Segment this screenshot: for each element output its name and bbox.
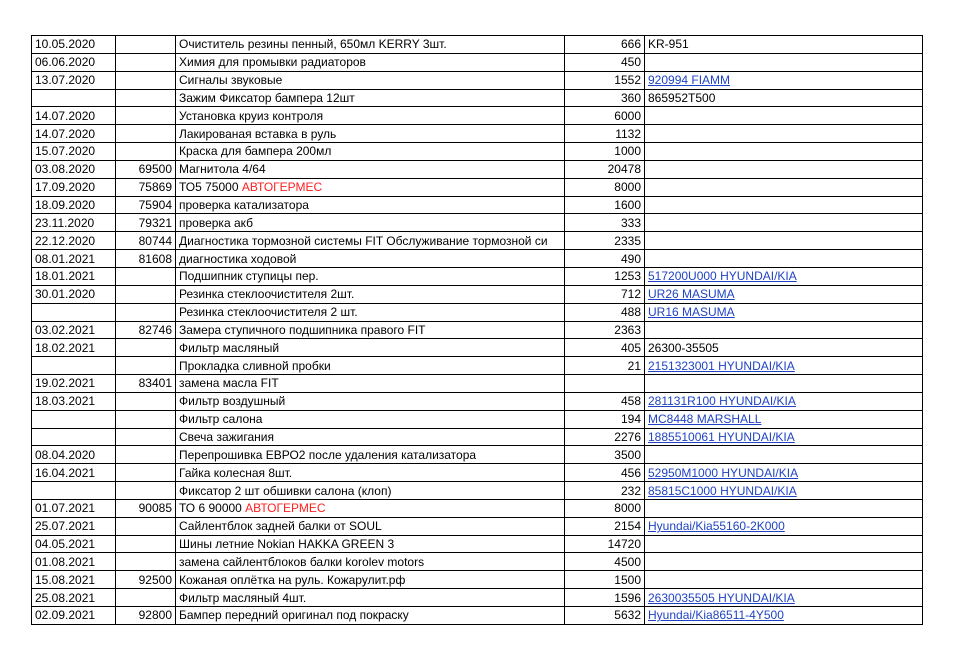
description-cell (176, 89, 565, 107)
description-cell (176, 607, 565, 625)
description-text: Резинка стеклоочистителя 2шт. (179, 287, 355, 302)
description-text: Очиститель резины пенный, 650мл KERRY 3шт. (179, 37, 447, 52)
amount-cell: 490 (565, 250, 645, 268)
description-text: Сайлентблок задней балки от SOUL (179, 519, 382, 534)
table-row (32, 36, 923, 54)
amount-cell: 333 (565, 214, 645, 232)
date-cell: 04.05.2021 (32, 535, 116, 553)
date-cell: 03.02.2021 (32, 321, 116, 339)
part-number-cell (645, 89, 923, 107)
description-cell (176, 464, 565, 482)
part-number-cell (645, 125, 923, 143)
amount-cell: 2276 (565, 428, 645, 446)
table-row (32, 482, 923, 500)
part-number-cell (645, 428, 923, 446)
description-text: Диагностика тормозной системы FIT Обслуживание тормозной си (179, 233, 548, 248)
date-cell: 18.02.2021 (32, 339, 116, 357)
description-cell (176, 71, 565, 89)
odometer-cell (116, 303, 176, 321)
part-number-cell (645, 267, 923, 285)
table-row (32, 553, 923, 571)
amount-cell: 232 (565, 482, 645, 500)
amount-cell: 450 (565, 53, 645, 71)
amount-cell: 1500 (565, 571, 645, 589)
part-number-cell (645, 196, 923, 214)
description-text: Краска для бампера 200мл (179, 144, 332, 159)
date-cell: 30.01.2020 (32, 285, 116, 303)
date-cell: 18.09.2020 (32, 196, 116, 214)
description-cell (176, 178, 565, 196)
part-number-cell (645, 285, 923, 303)
table-row (32, 392, 923, 410)
description-cell (176, 250, 565, 268)
part-number-cell (645, 178, 923, 196)
description-text: Лакированая вставка в руль (179, 126, 337, 141)
table-row (32, 89, 923, 107)
description-text: Зажим Фиксатор бампера 12шт (179, 90, 355, 105)
table-row (32, 53, 923, 71)
date-cell: 01.08.2021 (32, 553, 116, 571)
description-text: Химия для промывки радиаторов (179, 55, 366, 70)
description-cell (176, 303, 565, 321)
part-number-cell (645, 36, 923, 54)
amount-cell: 14720 (565, 535, 645, 553)
description-text: Гайка колесная 8шт. (179, 465, 293, 480)
amount-cell: 1552 (565, 71, 645, 89)
date-cell (32, 410, 116, 428)
odometer-cell: 90085 (116, 499, 176, 517)
date-cell: 22.12.2020 (32, 232, 116, 250)
part-number-cell (645, 464, 923, 482)
date-cell: 18.01.2021 (32, 267, 116, 285)
description-cell (176, 410, 565, 428)
description-cell (176, 553, 565, 571)
amount-cell: 1596 (565, 589, 645, 607)
description-cell (176, 321, 565, 339)
date-cell: 13.07.2020 (32, 71, 116, 89)
description-cell (176, 571, 565, 589)
description-text: Шины летние Nokian HAKKA GREEN 3 (179, 537, 395, 552)
description-cell (176, 392, 565, 410)
part-number-link[interactable]: 517200U000 HYUNDAI/KIA (648, 269, 797, 284)
table-row (32, 517, 923, 535)
part-number-cell (645, 71, 923, 89)
part-number-cell (645, 321, 923, 339)
part-number-cell (645, 214, 923, 232)
description-cell (176, 285, 565, 303)
date-cell (32, 428, 116, 446)
description-cell (176, 339, 565, 357)
part-number-text: KR-951 (648, 37, 689, 52)
part-number-cell (645, 339, 923, 357)
description-text: замена сайлентблоков балки korolev motors (179, 554, 425, 569)
part-number-cell (645, 392, 923, 410)
date-cell: 14.07.2020 (32, 125, 116, 143)
date-cell: 15.08.2021 (32, 571, 116, 589)
part-number-cell (645, 589, 923, 607)
description-cell (176, 357, 565, 375)
table-row (32, 143, 923, 161)
table-row (32, 607, 923, 625)
part-number-link[interactable]: 281131R100 HYUNDAI/KIA (648, 394, 796, 409)
table-row (32, 535, 923, 553)
table-row (32, 428, 923, 446)
odometer-cell (116, 464, 176, 482)
part-number-cell (645, 571, 923, 589)
part-number-cell (645, 482, 923, 500)
odometer-cell: 82746 (116, 321, 176, 339)
odometer-cell: 79321 (116, 214, 176, 232)
description-cell (176, 535, 565, 553)
table-row (32, 232, 923, 250)
date-cell: 23.11.2020 (32, 214, 116, 232)
date-cell: 01.07.2021 (32, 499, 116, 517)
expense-table (31, 35, 923, 625)
odometer-cell (116, 535, 176, 553)
description-cell (176, 53, 565, 71)
odometer-cell (116, 392, 176, 410)
description-cell (176, 232, 565, 250)
date-cell: 08.01.2021 (32, 250, 116, 268)
odometer-cell (116, 267, 176, 285)
description-cell (176, 446, 565, 464)
part-number-cell (645, 53, 923, 71)
table-row (32, 214, 923, 232)
table-row (32, 446, 923, 464)
odometer-cell: 69500 (116, 160, 176, 178)
odometer-cell: 81608 (116, 250, 176, 268)
description-cell (176, 428, 565, 446)
amount-cell: 2363 (565, 321, 645, 339)
description-text: Резинка стеклоочистителя 2 шт. (179, 305, 358, 320)
date-cell: 14.07.2020 (32, 107, 116, 125)
odometer-cell: 92800 (116, 607, 176, 625)
table-row (32, 107, 923, 125)
amount-cell: 666 (565, 36, 645, 54)
description-cell (176, 214, 565, 232)
odometer-cell: 80744 (116, 232, 176, 250)
table-row (32, 303, 923, 321)
date-cell: 16.04.2021 (32, 464, 116, 482)
description-cell (176, 482, 565, 500)
amount-cell: 488 (565, 303, 645, 321)
description-cell (176, 499, 565, 517)
odometer-cell (116, 36, 176, 54)
table-row (32, 357, 923, 375)
odometer-cell (116, 446, 176, 464)
amount-cell: 1132 (565, 125, 645, 143)
odometer-cell (116, 71, 176, 89)
table-row (32, 410, 923, 428)
description-cell (176, 267, 565, 285)
date-cell: 25.07.2021 (32, 517, 116, 535)
amount-cell: 5632 (565, 607, 645, 625)
odometer-cell: 92500 (116, 571, 176, 589)
odometer-cell (116, 107, 176, 125)
odometer-cell (116, 517, 176, 535)
odometer-cell (116, 285, 176, 303)
table-row (32, 250, 923, 268)
odometer-cell (116, 53, 176, 71)
table-row (32, 178, 923, 196)
part-number-cell (645, 375, 923, 393)
description-cell (176, 375, 565, 393)
table-row (32, 499, 923, 517)
description-text: Бампер передний оригинал под покраску (179, 608, 409, 623)
table-row (32, 196, 923, 214)
date-cell: 10.05.2020 (32, 36, 116, 54)
description-text: Фильтр салона (179, 412, 263, 427)
description-text: Перепрошивка ЕВРО2 после удаления катализатора (179, 447, 477, 462)
table-row (32, 321, 923, 339)
part-number-link[interactable]: Hyundai/Kia55160-2K000 (648, 519, 785, 534)
part-number-link[interactable]: UR16 MASUMA (648, 305, 735, 320)
part-number-cell (645, 107, 923, 125)
part-number-link[interactable]: 52950M1000 HYUNDAI/KIA (648, 465, 799, 480)
description-text: Установка круиз контроля (179, 108, 324, 123)
amount-cell: 8000 (565, 499, 645, 517)
table-row (32, 71, 923, 89)
description-cell (176, 517, 565, 535)
date-cell: 06.06.2020 (32, 53, 116, 71)
description-cell (176, 196, 565, 214)
date-cell: 25.08.2021 (32, 589, 116, 607)
part-number-link[interactable]: UR26 MASUMA (648, 287, 735, 302)
odometer-cell (116, 589, 176, 607)
description-text: Подшипник ступицы пер. (179, 269, 319, 284)
amount-cell: 360 (565, 89, 645, 107)
description-cell (176, 160, 565, 178)
description-cell (176, 125, 565, 143)
part-number-link[interactable]: 2151323001 HYUNDAI/KIA (648, 358, 795, 373)
date-cell (32, 89, 116, 107)
service-center-name: АВТОГЕРМЕС (245, 501, 326, 516)
part-number-link[interactable]: Hyundai/Kia86511-4Y500 (648, 608, 784, 623)
description-text: проверка акб (179, 215, 254, 230)
description-text: проверка катализатора (179, 198, 309, 213)
part-number-link[interactable]: 920994 FIAMM (648, 73, 731, 88)
part-number-text: 26300-35505 (648, 340, 719, 355)
odometer-cell (116, 339, 176, 357)
part-number-cell (645, 446, 923, 464)
amount-cell: 1253 (565, 267, 645, 285)
date-cell: 08.04.2020 (32, 446, 116, 464)
date-cell: 15.07.2020 (32, 143, 116, 161)
odometer-cell: 75869 (116, 178, 176, 196)
description-text: Фильтр масляный 4шт. (179, 590, 307, 605)
part-number-cell (645, 410, 923, 428)
amount-cell: 3500 (565, 446, 645, 464)
description-text: Фильтр масляный (179, 340, 280, 355)
part-number-cell (645, 553, 923, 571)
odometer-cell: 75904 (116, 196, 176, 214)
amount-cell: 712 (565, 285, 645, 303)
part-number-cell (645, 303, 923, 321)
description-text: Фильтр воздушный (179, 394, 286, 409)
description-text: Магнитола 4/64 (179, 162, 266, 177)
description-text: Кожаная оплётка на руль. Кожарулит.рф (179, 572, 406, 587)
odometer-cell (116, 553, 176, 571)
description-cell (176, 143, 565, 161)
description-text: Фиксатор 2 шт обшивки салона (клоп) (179, 483, 392, 498)
amount-cell: 20478 (565, 160, 645, 178)
description-text: Свеча зажигания (179, 429, 274, 444)
amount-cell: 1600 (565, 196, 645, 214)
description-text: диагностика ходовой (179, 251, 297, 266)
odometer-cell (116, 410, 176, 428)
date-cell (32, 482, 116, 500)
odometer-cell (116, 482, 176, 500)
part-number-link[interactable]: 2630035505 HYUNDAI/KIA (648, 590, 795, 605)
part-number-cell (645, 250, 923, 268)
date-cell: 18.03.2021 (32, 392, 116, 410)
odometer-cell (116, 89, 176, 107)
amount-cell: 405 (565, 339, 645, 357)
amount-cell: 4500 (565, 553, 645, 571)
description-cell (176, 36, 565, 54)
odometer-cell (116, 143, 176, 161)
table-row (32, 339, 923, 357)
description-text: Сигналы звуковые (179, 73, 283, 88)
part-number-link[interactable]: 85815C1000 HYUNDAI/KIA (648, 483, 797, 498)
amount-cell: 456 (565, 464, 645, 482)
table-row (32, 571, 923, 589)
part-number-cell (645, 160, 923, 178)
amount-cell: 8000 (565, 178, 645, 196)
part-number-cell (645, 232, 923, 250)
part-number-link[interactable]: 1885510061 HYUNDAI/KIA (648, 429, 795, 444)
table-row (32, 285, 923, 303)
part-number-cell (645, 499, 923, 517)
date-cell (32, 303, 116, 321)
date-cell (32, 357, 116, 375)
part-number-cell (645, 357, 923, 375)
table-row (32, 160, 923, 178)
part-number-cell (645, 517, 923, 535)
part-number-text: 865952T500 (648, 90, 716, 105)
date-cell: 02.09.2021 (32, 607, 116, 625)
date-cell: 19.02.2021 (32, 375, 116, 393)
part-number-link[interactable]: MC8448 MARSHALL (648, 412, 762, 427)
description-text: Замера ступичного подшипника правого FIT (179, 322, 426, 337)
odometer-cell (116, 357, 176, 375)
amount-cell: 2154 (565, 517, 645, 535)
date-cell: 17.09.2020 (32, 178, 116, 196)
date-cell: 03.08.2020 (32, 160, 116, 178)
amount-cell (565, 375, 645, 393)
table-row (32, 464, 923, 482)
description-text: ТО5 75000 (179, 180, 242, 195)
amount-cell: 21 (565, 357, 645, 375)
part-number-cell (645, 143, 923, 161)
amount-cell: 2335 (565, 232, 645, 250)
part-number-cell (645, 535, 923, 553)
amount-cell: 458 (565, 392, 645, 410)
amount-cell: 6000 (565, 107, 645, 125)
description-text: замена масла FIT (179, 376, 279, 391)
amount-cell: 1000 (565, 143, 645, 161)
table-row (32, 375, 923, 393)
expense-table-body (32, 36, 923, 625)
odometer-cell (116, 428, 176, 446)
description-text: Прокладка сливной пробки (179, 358, 331, 373)
amount-cell: 194 (565, 410, 645, 428)
odometer-cell (116, 125, 176, 143)
table-row (32, 589, 923, 607)
description-text: ТО 6 90000 (179, 501, 246, 516)
part-number-cell (645, 607, 923, 625)
service-center-name: АВТОГЕРМЕС (241, 180, 323, 195)
odometer-cell: 83401 (116, 375, 176, 393)
table-row (32, 267, 923, 285)
table-row (32, 125, 923, 143)
description-cell (176, 107, 565, 125)
description-cell (176, 589, 565, 607)
